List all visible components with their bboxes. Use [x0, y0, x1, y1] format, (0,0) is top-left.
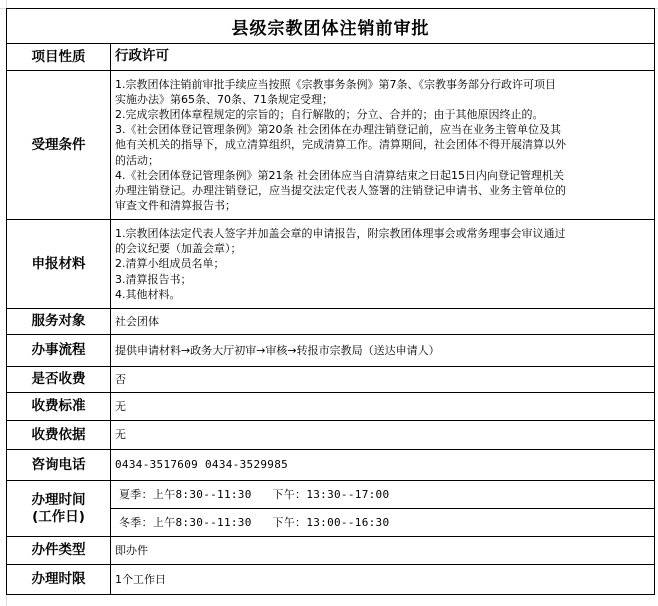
conditions-line: 实施办法》第65条、70条、71条规定受理；	[115, 92, 333, 106]
table-row	[7, 393, 655, 421]
charge-value[interactable]: 否	[111, 367, 655, 393]
table-row	[7, 367, 655, 393]
time-limit-value[interactable]: 1个工作日	[111, 565, 655, 595]
item-type-value[interactable]: 行政许可	[111, 44, 655, 71]
table-row	[7, 537, 655, 565]
table-row	[7, 481, 655, 509]
charge-label[interactable]: 是否收费	[7, 367, 111, 393]
hours-label-line: 办理时间	[31, 491, 86, 508]
title-row	[7, 9, 655, 44]
conditions-line: 审查文件和清算报告书；	[115, 199, 236, 213]
charge-standard-value[interactable]: 无	[111, 393, 655, 421]
hours-summer-text: 夏季：上午8:30--11:30 下午：13:30--17:00	[119, 487, 390, 501]
conditions-line: 3.《社会团体登记管理条例》第20条 社会团体在办理注销登记前，应当在业务主管单位及其	[115, 123, 561, 137]
form-title[interactable]: 县级宗教团体注销前审批	[7, 9, 655, 44]
hours-label-line: (工作日)	[32, 508, 85, 525]
case-type-value[interactable]: 即办件	[111, 537, 655, 565]
conditions-label[interactable]: 受理条件	[7, 71, 111, 220]
conditions-value[interactable]	[111, 71, 655, 220]
table-row	[7, 309, 655, 335]
materials-line: 3.清算报告书；	[115, 272, 192, 286]
materials-lines	[115, 226, 650, 302]
item-type-label[interactable]: 项目性质	[7, 44, 111, 71]
conditions-line: 他有关机关的指导下，成立清算组织，完成清算工作。清算期间，社会团体不得开展清算以外	[115, 138, 566, 152]
charge-basis-value[interactable]: 无	[111, 421, 655, 450]
charge-basis-label[interactable]: 收费依据	[7, 421, 111, 450]
case-type-label[interactable]: 办件类型	[7, 537, 111, 565]
hours-label[interactable]	[7, 481, 111, 537]
materials-line: 1.宗教团体法定代表人签字并加盖会章的申请报告，附宗教团体理事会或常务理事会审议通过	[115, 226, 566, 240]
table-row	[7, 44, 655, 71]
phone-value[interactable]: 0434-3517609 0434-3529985	[111, 450, 655, 481]
materials-line: 2.清算小组成员名单；	[115, 257, 225, 271]
phone-label[interactable]: 咨询电话	[7, 450, 111, 481]
table-row	[7, 421, 655, 450]
materials-line: 的会议纪要（加盖会章）；	[115, 242, 242, 256]
service-target-value[interactable]: 社会团体	[111, 309, 655, 335]
table-row	[7, 450, 655, 481]
hours-winter-value[interactable]	[111, 509, 655, 537]
materials-line: 4.其他材料。	[115, 287, 181, 301]
conditions-line: 的活动；	[115, 153, 159, 167]
conditions-line: 办理注销登记。办理注销登记，应当提交法定代表人签署的注销登记申请书、业务主管单位的	[115, 184, 566, 197]
materials-label[interactable]: 申报材料	[7, 220, 111, 309]
service-target-label[interactable]: 服务对象	[7, 309, 111, 335]
charge-standard-label[interactable]: 收费标准	[7, 393, 111, 421]
table-row	[7, 71, 655, 220]
process-label[interactable]: 办事流程	[7, 335, 111, 367]
materials-value[interactable]	[111, 220, 655, 309]
conditions-lines	[115, 77, 650, 214]
conditions-line: 2.完成宗教团体章程规定的宗旨的；自行解散的；分立、合并的；由于其他原因终止的。	[115, 107, 544, 121]
hours-summer-value[interactable]	[111, 481, 655, 509]
process-value[interactable]: 提供申请材料→政务大厅初审→审核→转报市宗教局（送达申请人）	[111, 335, 655, 367]
conditions-line: 1.宗教团体注销前审批手续应当按照《宗教事务条例》第7条、《宗教事务部分行政许可项目	[115, 77, 556, 91]
approval-form-table	[6, 8, 655, 595]
table-row	[7, 335, 655, 367]
conditions-line: 4.《社会团体登记管理条例》第21条 社会团体应当自清算结束之日起15日内向登记管理机关	[115, 168, 564, 182]
table-row	[7, 220, 655, 309]
hours-winter-text: 冬季：上午8:30--11:30 下午：13:00--16:30	[119, 515, 390, 529]
table-row	[7, 565, 655, 595]
time-limit-label[interactable]: 办理时限	[7, 565, 111, 595]
